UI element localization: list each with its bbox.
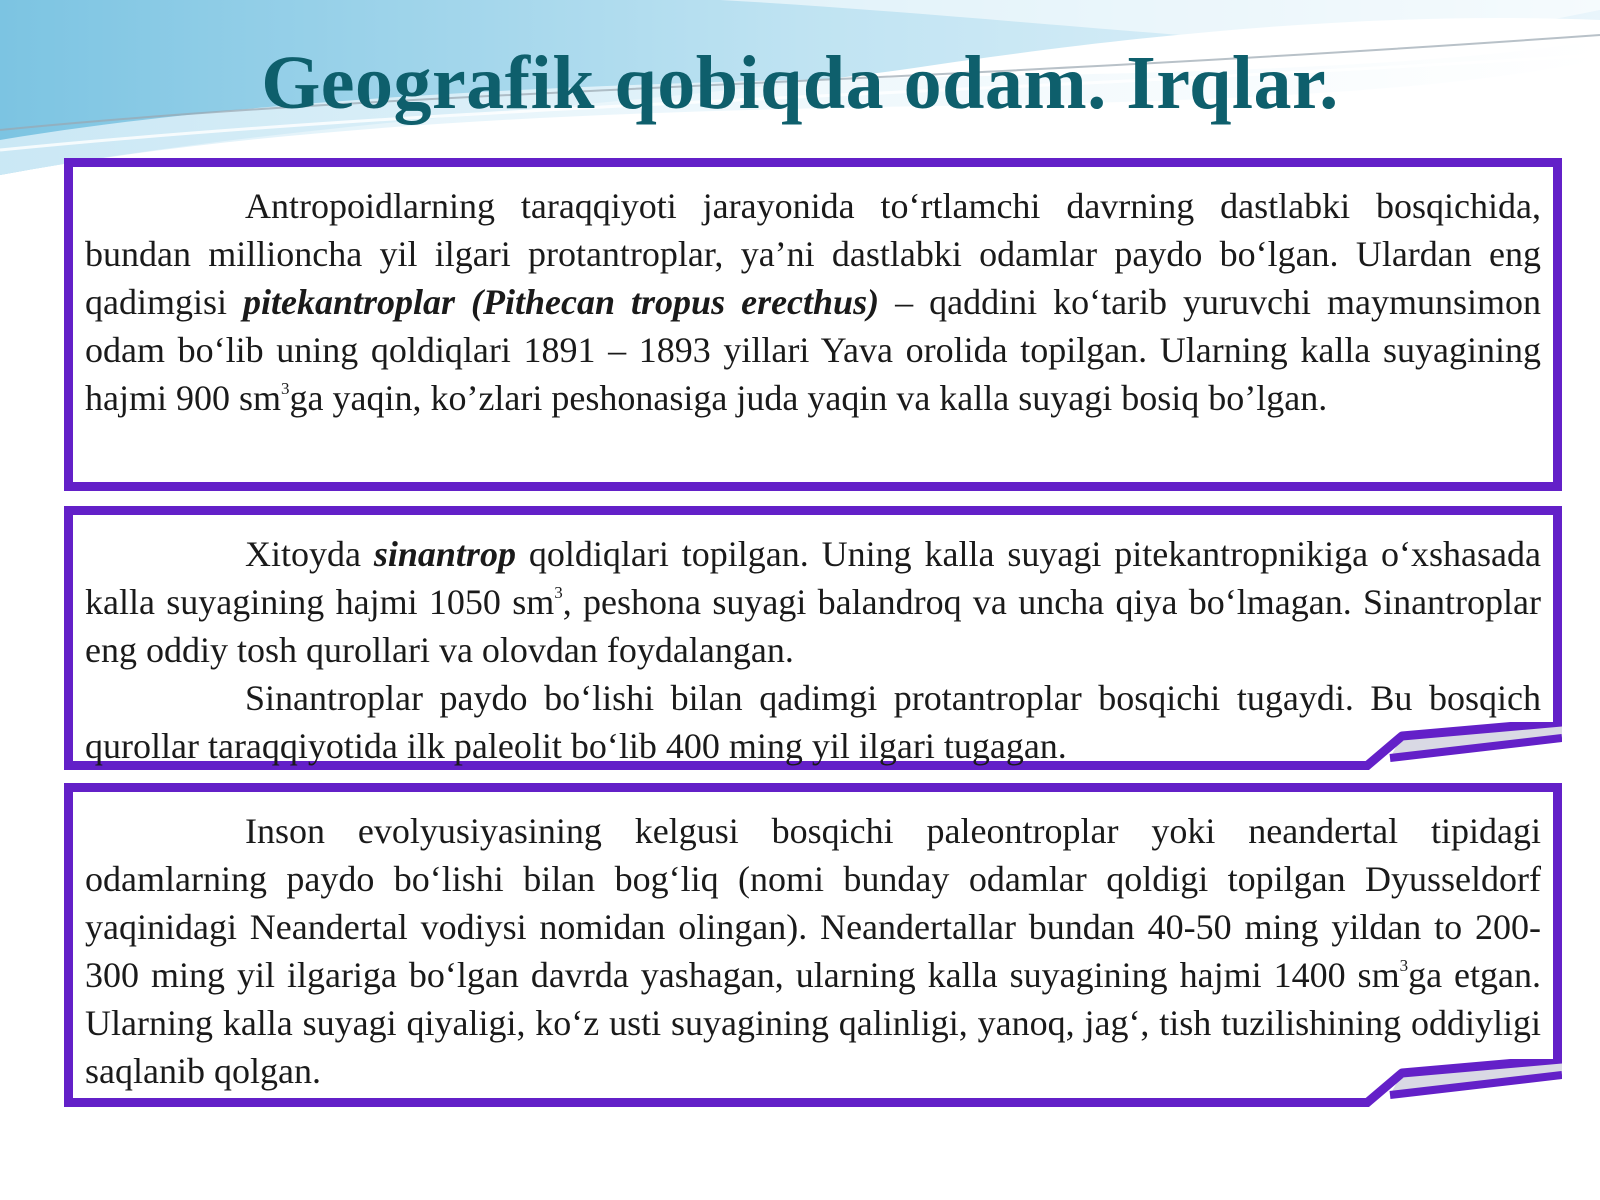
text-run: ga etgan. Ularning kalla suyagi qiyaligi, ko‘z usti suyagining qalinligi, yanoq, jag‘, tish tuzilishining oddiyligi saqlanib qolgan. xyxy=(85,955,1542,1091)
text-run: – qaddini ko‘tarib yuruvchi maymunsimon odam bo‘lib uning qoldiqlari 1891 – 1893 yillari Yava orolida topilgan. Ularning kalla suyagining hajmi 900 sm xyxy=(85,282,1542,418)
text-run: Xitoyda xyxy=(245,534,374,574)
paragraph: Sinantroplar paydo bo‘lishi bilan qadimgi protantroplar bosqichi tugaydi. Bu bosqich qurollar taraqqiyotida ilk paleolit bo‘lib 400 ming yil ilgari tugagan. xyxy=(85,678,1541,766)
page-title: Geografik qobiqda odam. Irqlar. xyxy=(261,41,1339,125)
text-box-neanderthal xyxy=(64,783,1562,1107)
text-box-pithecanthropus xyxy=(64,158,1562,491)
page-curl-decoration xyxy=(1362,722,1562,770)
text-run: ga yaqin, ko’zlari peshonasiga juda yaqin va kalla suyagi bosiq bo’lgan. xyxy=(289,378,1328,418)
emphasis-term: sinantrop xyxy=(373,534,516,574)
text-run: Antropoidlarning taraqqiyoti jarayonida to‘rtlamchi davrning dastlabki bosqichida, bundan millioncha yil ilgari protantroplar, ya’ni dastlabki odamlar paydo bo‘lgan. Ulardan eng qadimgisi xyxy=(85,186,1541,322)
page-curl-decoration xyxy=(1362,1059,1562,1107)
paragraph xyxy=(85,182,1541,422)
text-run: qoldiqlari topilgan. Uning kalla suyagi pitekantropnikiga o‘xshasada kalla suyagining hajmi 1050 sm xyxy=(85,534,1541,622)
text-run: Inson evolyusiyasining kelgusi bosqichi paleontroplar yoki neandertal tipidagi odamlarning paydo bo‘lishi bilan bog‘liq (nomi bunday odamlar qoldigi topilgan Dyusseldorf yaqinidagi Neandertal vodiysi nomidan olingan). Neandertallar bundan 40-50 ming yildan to 200-300 ming yil ilgariga bo‘lgan davrda yashagan, ularning kalla suyagining hajmi 1400 sm xyxy=(85,811,1541,995)
emphasis-term: pitekantroplar (Pithecan tropus erecthus) xyxy=(243,282,880,322)
text-run: , peshona suyagi balandroq va uncha qiya bo‘lmagan. Sinantroplar eng oddiy tosh qurollari va olovdan foydalangan. xyxy=(85,582,1542,670)
paragraph xyxy=(85,807,1541,1095)
superscript: 3 xyxy=(281,379,290,398)
text-box-sinanthropus xyxy=(64,506,1562,770)
paragraph xyxy=(85,530,1541,674)
superscript: 3 xyxy=(554,583,563,602)
superscript: 3 xyxy=(1399,956,1409,975)
